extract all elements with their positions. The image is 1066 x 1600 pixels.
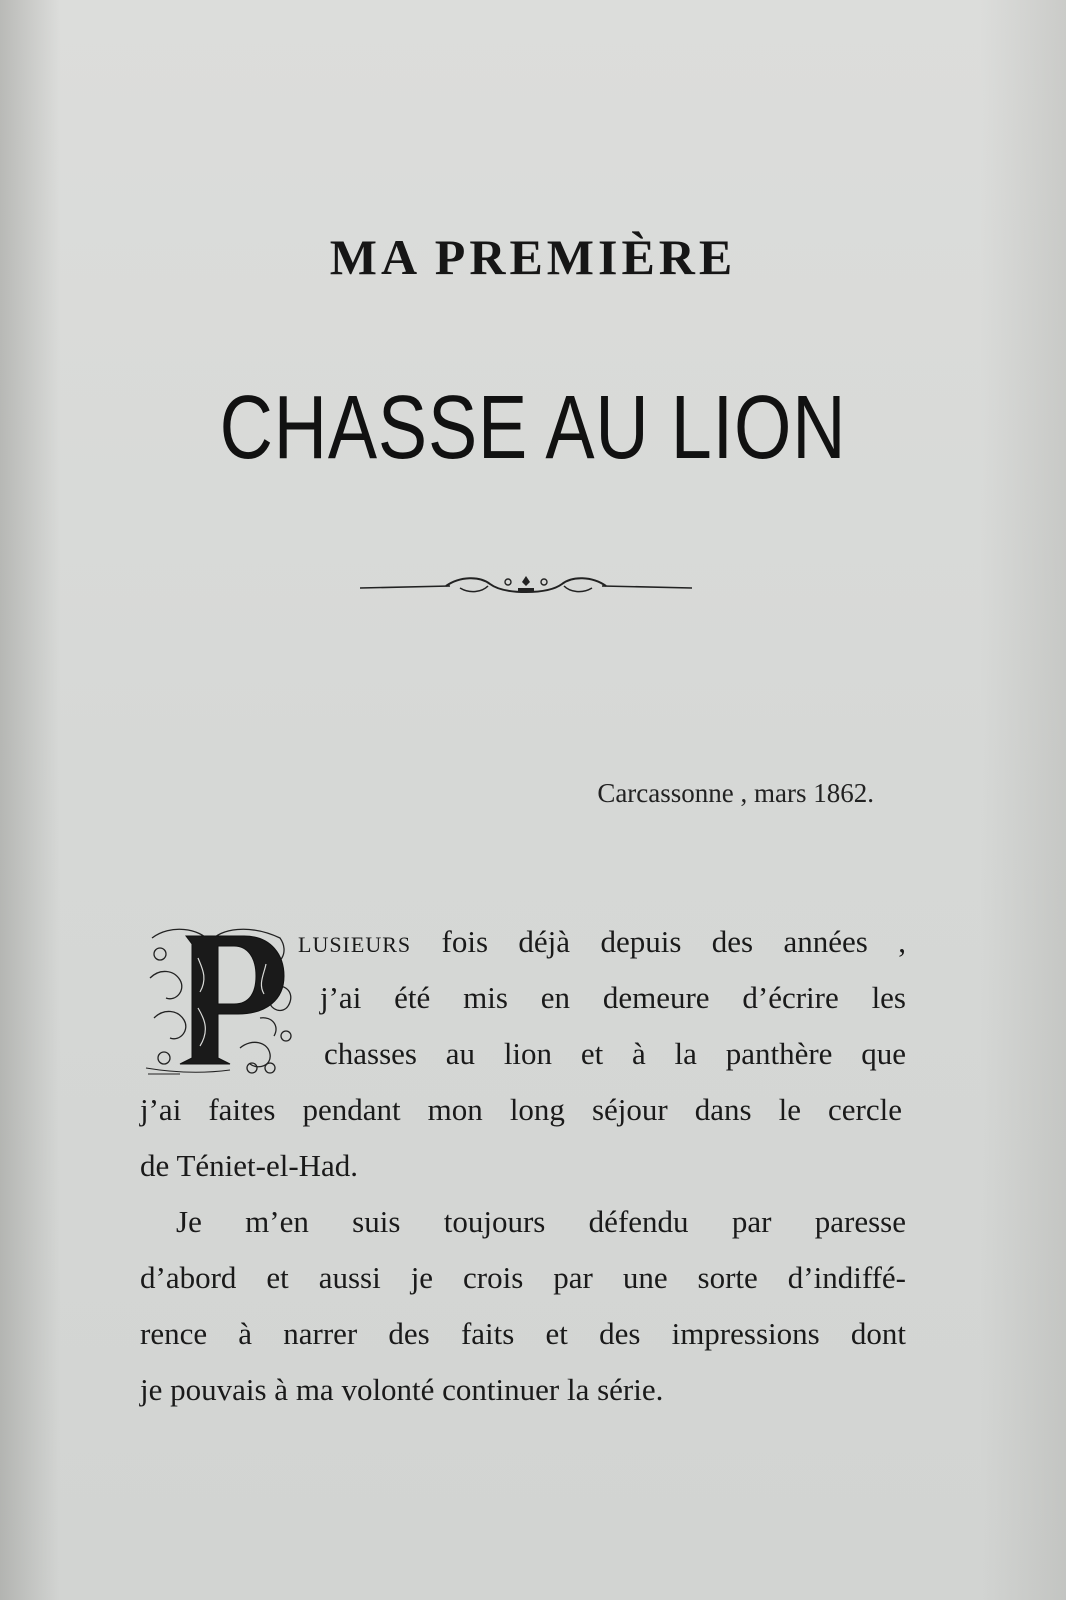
text-line — [298, 922, 906, 962]
chapter-title-line1: MA PREMIÈRE — [329, 229, 737, 285]
dateline: Carcassonne , mars 1862. — [597, 778, 874, 808]
text-line: rence à narrer des faits et des impressions dont — [140, 1316, 906, 1351]
chapter-title-line2: CHASSE AU LION — [219, 378, 847, 478]
text-line: d’abord et aussi je crois par une sorte d’indiffé- — [140, 1260, 906, 1295]
text-line: chasses au lion et à la panthère que — [324, 1036, 906, 1071]
text-line: de Téniet-el-Had. — [140, 1148, 359, 1183]
text-line: j’ai été mis en demeure d’écrire les — [320, 980, 906, 1015]
text-line: je pouvais à ma volonté continuer la série. — [140, 1372, 664, 1407]
text-line: j’ai faites pendant mon long séjour dans le cercle — [140, 1092, 902, 1127]
ornament-divider-icon — [360, 572, 692, 602]
line-text: fois déjà depuis des années , — [411, 924, 906, 959]
ornamental-dropcap-icon — [140, 918, 300, 1080]
text-line: Je m’en suis toujours défendu par paresse — [176, 1204, 906, 1239]
dropcap-continuation: lusieurs — [298, 924, 412, 959]
